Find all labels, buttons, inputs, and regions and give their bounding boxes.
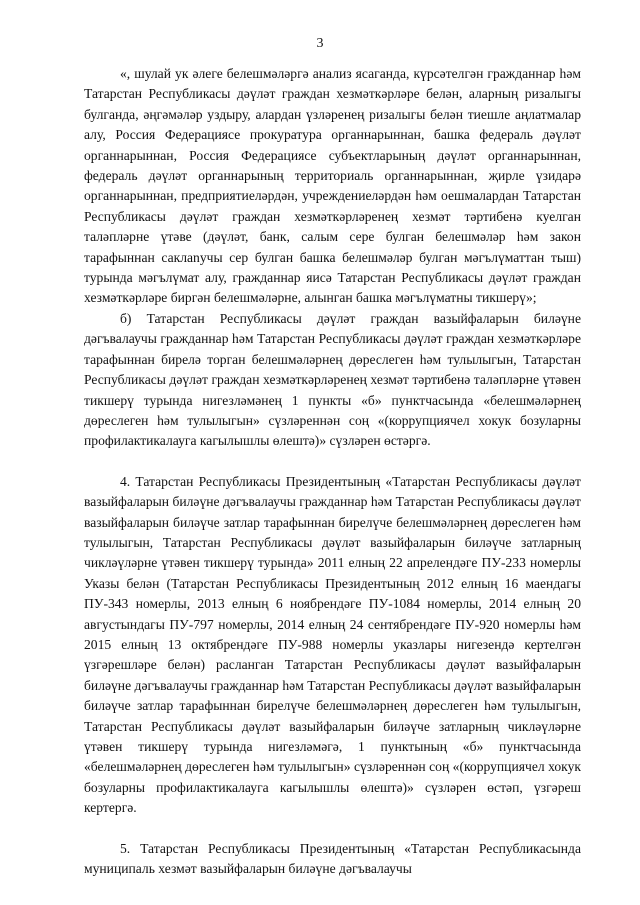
paragraph-subitem-b: б) Татарстан Республикасы дәүләт граждан вазыйфаларын биләүне дәгъвалаучы гражданнар һәм Татарстан Республикасы дәүләт граждан хезмәткәрләре тарафыннан бирелә торган белешмәләрнең дөреслеген һәм тулылыгын, Татарстан Республикасы дәүләт граждан хезмәткәрләренең хезмәт тәртибенә таләпләрне үтәвен тикшерү турында нигезләмәнең 1 пункты «б» пунктчасында «белешмәләрнең дөреслеген һәм тулылыгын» сүзләреннән соң «(коррупциячел хокук бозуларны профилактикалауга кагылышлы өлештә)» сүзләрен өстәргә. — [84, 310, 581, 449]
page-number: 3 — [316, 36, 324, 51]
paragraph-amendment-quote: «, шулай ук әлеге белешмәләргә анализ ясаганда, күрсәтелгән гражданнар һәм Татарстан Республикасы дәүләт граждан хезмәткәрләре белән, аларның ризалыгы булганда, әңгәмәләр уздыру, алардан үзләренең ризалыгы белән тиешле аңлатмалар алу, Россия Федерациясе прокуратура органнарыннан, башка федераль дәүләт органнарыннан, Россия Федерациясе субъектларының дәүләт органнарыннан, федераль дәүләт органнарының территориаль органнарыннан, җирле үзидарә органнарыннан, предприятиеләрдән, учреждениеләрдән һәм оешмалардан Татарстан Республикасы дәүләт граждан хезмәткәрләренең хезмәт тәртибенә куелган таләпләрне үтәве (дәүләт, банк, салым сере булган белешмәләр һәм закон тарафыннан саклanучы сер булган башка белешмәләр булган мәгълүматтан тыш) турында мәгълүмат алу, гражданнар яисә Татарстан Республикасы дәүләт граждан хезмәткәрләре биргән белешмәләрне, алынган башка мәгълүматны тикшерү»; — [84, 66, 581, 306]
paragraph-item-4: 4. Татарстан Республикасы Президентының «Татарстан Республикасы дәүләт вазыйфаларын биләүне дәгъвалаучы гражданнар һәм Татарстан Республикасы дәүләт вазыйфаларын биләүче затлар тарафыннан бирелүче белешмәләрнең дөреслеген һәм тулылыгын, Татарстан Республикасы дәүләт вазыйфаларын биләүче затларның чикләүләрне үтәвен тикшерү турында» 2011 елның 22 апрелендәге ПУ-233 номерлы Указы белән (Татарстан Республикасы Президентының 2012 елның 16 маендагы ПУ-343 номерлы, 2013 елның 6 ноябрендәге ПУ-1084 номерлы, 2014 елның 20 августындагы ПУ-797 номерлы, 2014 елның 24 сентябрендәге ПУ-920 номерлы һәм 2015 елның 13 октябрендәге ПУ-988 номерлы указлары нигезендә кертелгән үзгәрешләре белән) расланган Татарстан Республикасы дәүләт вазыйфаларын биләүне дәгъвалаучы гражданнар һәм Татарстан Республикасы дәүләт вазыйфаларын биләүче затлар тарафыннан бирелүче белешмәләрнең дөреслеген һәм тулылыгын, Татарстан Республикасы дәүләт вазыйфаларын биләүче затларның чикләүләрне үтәвен тикшерү турында нигезләмәгә, 1 пунктының «б» пунктчасында «белешмәләрнең дөреслеген һәм тулылыгын» сүзләреннән соң «(коррупциячел хокук бозуларны профилактикалауга кагылышлы өлештә)» сүзләрен өстәп, үзгәреш кертергә. — [84, 473, 581, 816]
paragraph-item-5: 5. Татарстан Республикасы Президентының «Татарстан Республикасында муниципаль хезмәт вазыйфаларын биләүне дәгъвалаучы — [84, 840, 581, 877]
document-body — [84, 64, 581, 879]
